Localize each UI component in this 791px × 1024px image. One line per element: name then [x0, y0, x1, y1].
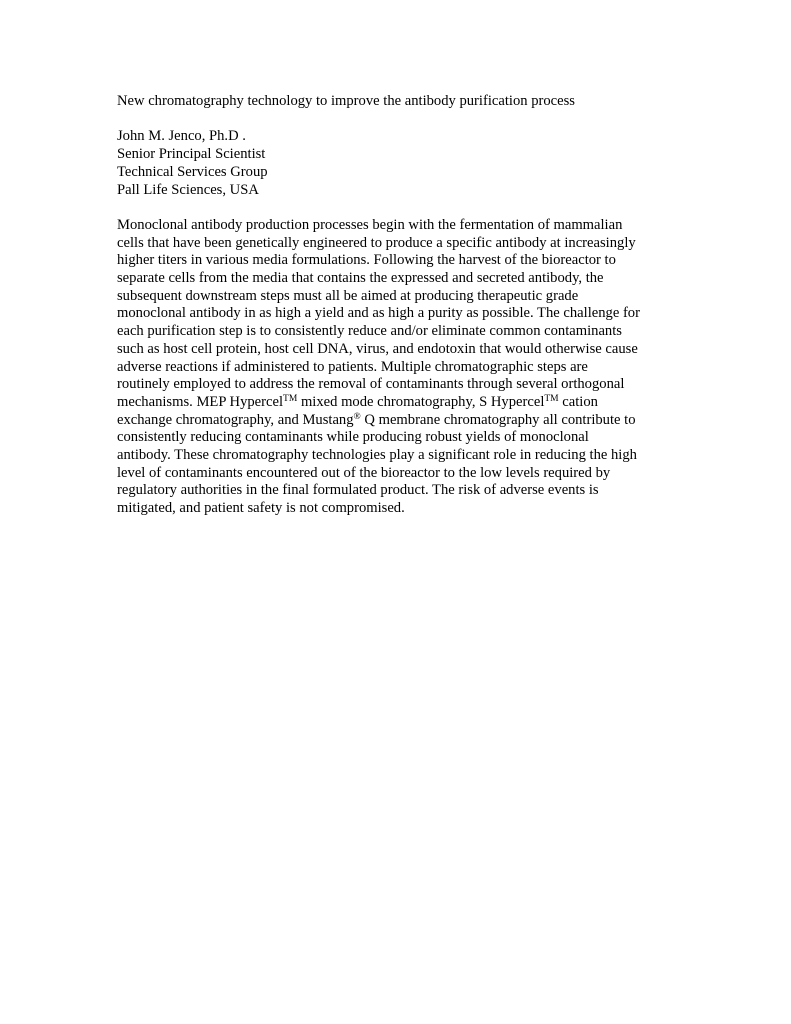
author-name: John M. Jenco, Ph.D .	[117, 128, 246, 145]
abstract-line: subsequent downstream steps must all be aimed at producing therapeutic grade	[117, 287, 579, 304]
trademark-sup: TM	[544, 393, 559, 404]
abstract-text: exchange chromatography, and Mustang	[117, 411, 354, 428]
abstract-line: separate cells from the media that contains the expressed and secreted antibody, the	[117, 270, 604, 286]
abstract-line: each purification step is to consistently reduce and/or eliminate common contaminants	[117, 323, 622, 340]
abstract-paragraph	[117, 217, 687, 518]
abstract-line: consistently reducing contaminants while producing robust yields of monoclonal	[117, 429, 589, 446]
author-position: Senior Principal Scientist	[117, 146, 266, 163]
abstract-line: monoclonal antibody in as high a yield and as high a purity as possible. The challenge for	[117, 305, 640, 322]
author-group: Technical Services Group	[117, 163, 268, 180]
abstract-line: routinely employed to address the removal of contaminants through several orthogonal	[117, 376, 625, 393]
registered-sup: ®	[353, 411, 361, 422]
document-page	[117, 93, 687, 518]
abstract-line-trademarks	[117, 394, 687, 412]
abstract-line: adverse reactions if administered to patients. Multiple chromatographic steps are	[117, 358, 588, 375]
abstract-text: mechanisms. MEP Hypercel	[117, 393, 284, 410]
abstract-line: level of contaminants encountered out of the bioreactor to the low levels required by	[117, 464, 611, 481]
author-block	[117, 128, 687, 199]
abstract-text: Q membrane chromatography all contribute to	[360, 411, 636, 428]
abstract-line: Monoclonal antibody production processes begin with the fermentation of mammalian	[117, 216, 623, 233]
abstract-line: such as host cell protein, host cell DNA, virus, and endotoxin that would otherwise cause	[117, 340, 638, 357]
abstract-line: mitigated, and patient safety is not compromised.	[117, 500, 405, 517]
abstract-line: higher titers in various media formulations. Following the harvest of the bioreactor to	[117, 252, 616, 269]
trademark-sup: TM	[283, 393, 298, 404]
abstract-line: cells that have been genetically engineered to produce a specific antibody at increasingly	[117, 234, 636, 251]
author-organization: Pall Life Sciences, USA	[117, 181, 259, 198]
abstract-text: cation	[558, 393, 598, 410]
abstract-line-registered	[117, 412, 687, 430]
document-title: New chromatography technology to improve the antibody purification process	[117, 93, 575, 109]
abstract-line: antibody. These chromatography technologies play a significant role in reducing the high	[117, 447, 637, 464]
abstract-line: regulatory authorities in the final formulated product. The risk of adverse events is	[117, 482, 599, 499]
abstract-text: mixed mode chromatography, S Hypercel	[297, 393, 545, 410]
